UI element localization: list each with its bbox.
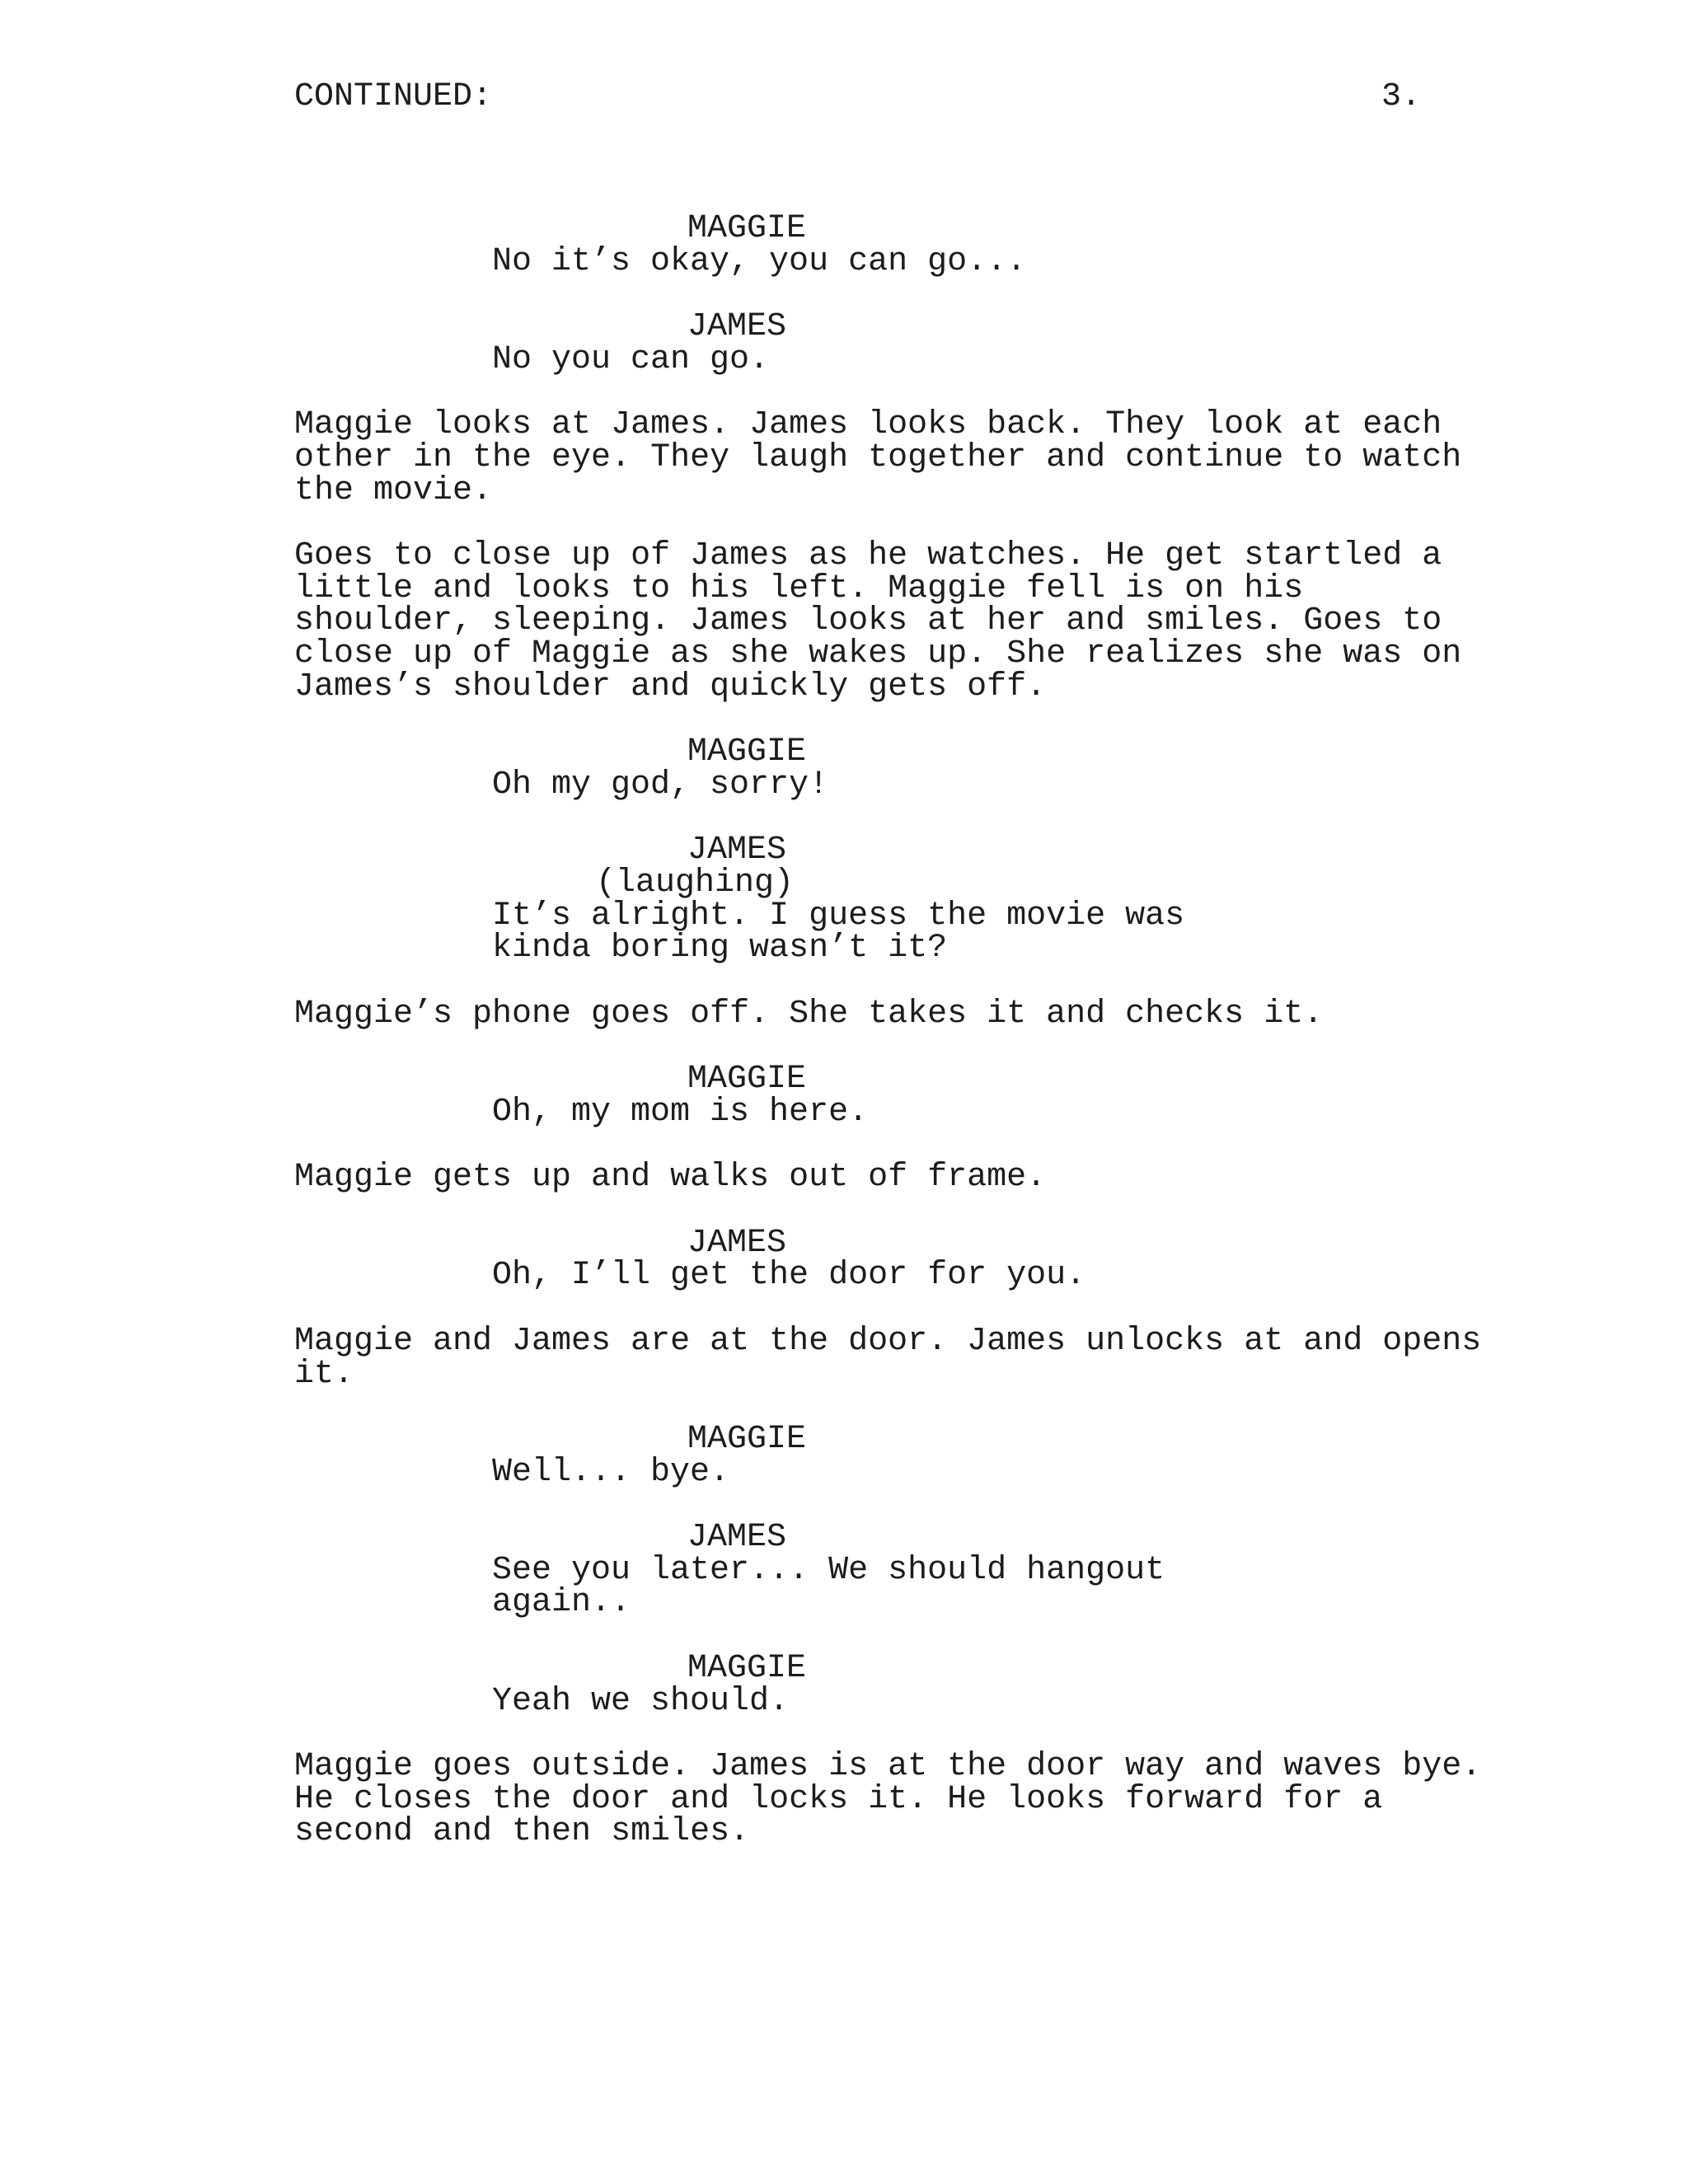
continued-header: CONTINUED: <box>294 78 493 115</box>
action-line: second and then smiles. <box>294 1813 750 1850</box>
action-line: Maggie and James are at the door. James unlocks at and opens <box>294 1323 1482 1360</box>
action-line: Maggie gets up and walks out of frame. <box>294 1159 1047 1196</box>
action-line: little and looks to his left. Maggie fell is on his <box>294 570 1304 607</box>
character-name: JAMES <box>687 1225 787 1262</box>
dialogue-line: See you later... We should hangout <box>492 1552 1165 1589</box>
action-line: it. <box>294 1356 354 1393</box>
character-name: MAGGIE <box>687 1650 807 1687</box>
dialogue-line: Well... bye. <box>492 1454 730 1491</box>
page-number: 3. <box>1381 78 1422 115</box>
dialogue-line: again.. <box>492 1584 631 1621</box>
parenthetical: (laughing) <box>596 865 795 902</box>
action-line: the movie. <box>294 472 493 509</box>
action-line: James’s shoulder and quickly gets off. <box>294 668 1047 705</box>
dialogue-line: Oh, my mom is here. <box>492 1094 869 1131</box>
character-name: MAGGIE <box>687 1061 807 1098</box>
character-name: MAGGIE <box>687 733 807 771</box>
action-line: Maggie goes outside. James is at the door way and waves bye. <box>294 1748 1482 1785</box>
dialogue-line: Oh my god, sorry! <box>492 766 829 804</box>
character-name: JAMES <box>687 1519 787 1556</box>
character-name: MAGGIE <box>687 210 807 247</box>
dialogue-line: No you can go. <box>492 341 770 378</box>
action-line: Maggie’s phone goes off. She takes it and checks it. <box>294 996 1324 1033</box>
dialogue-line: No it’s okay, you can go... <box>492 243 1027 280</box>
action-line: shoulder, sleeping. James looks at her and smiles. Goes to <box>294 602 1442 640</box>
dialogue-line: Yeah we should. <box>492 1683 790 1720</box>
character-name: JAMES <box>687 308 787 345</box>
action-line: He closes the door and locks it. He looks forward for a <box>294 1781 1383 1818</box>
dialogue-line: kinda boring wasn’t it? <box>492 930 948 967</box>
action-line: Goes to close up of James as he watches. He get startled a <box>294 537 1442 574</box>
action-line: other in the eye. They laugh together and continue to watch <box>294 439 1462 476</box>
character-name: JAMES <box>687 832 787 869</box>
character-name: MAGGIE <box>687 1421 807 1458</box>
dialogue-line: Oh, I’ll get the door for you. <box>492 1257 1086 1294</box>
dialogue-line: It’s alright. I guess the movie was <box>492 898 1185 935</box>
action-line: Maggie looks at James. James looks back. They look at each <box>294 406 1442 443</box>
action-line: close up of Maggie as she wakes up. She realizes she was on <box>294 635 1462 673</box>
